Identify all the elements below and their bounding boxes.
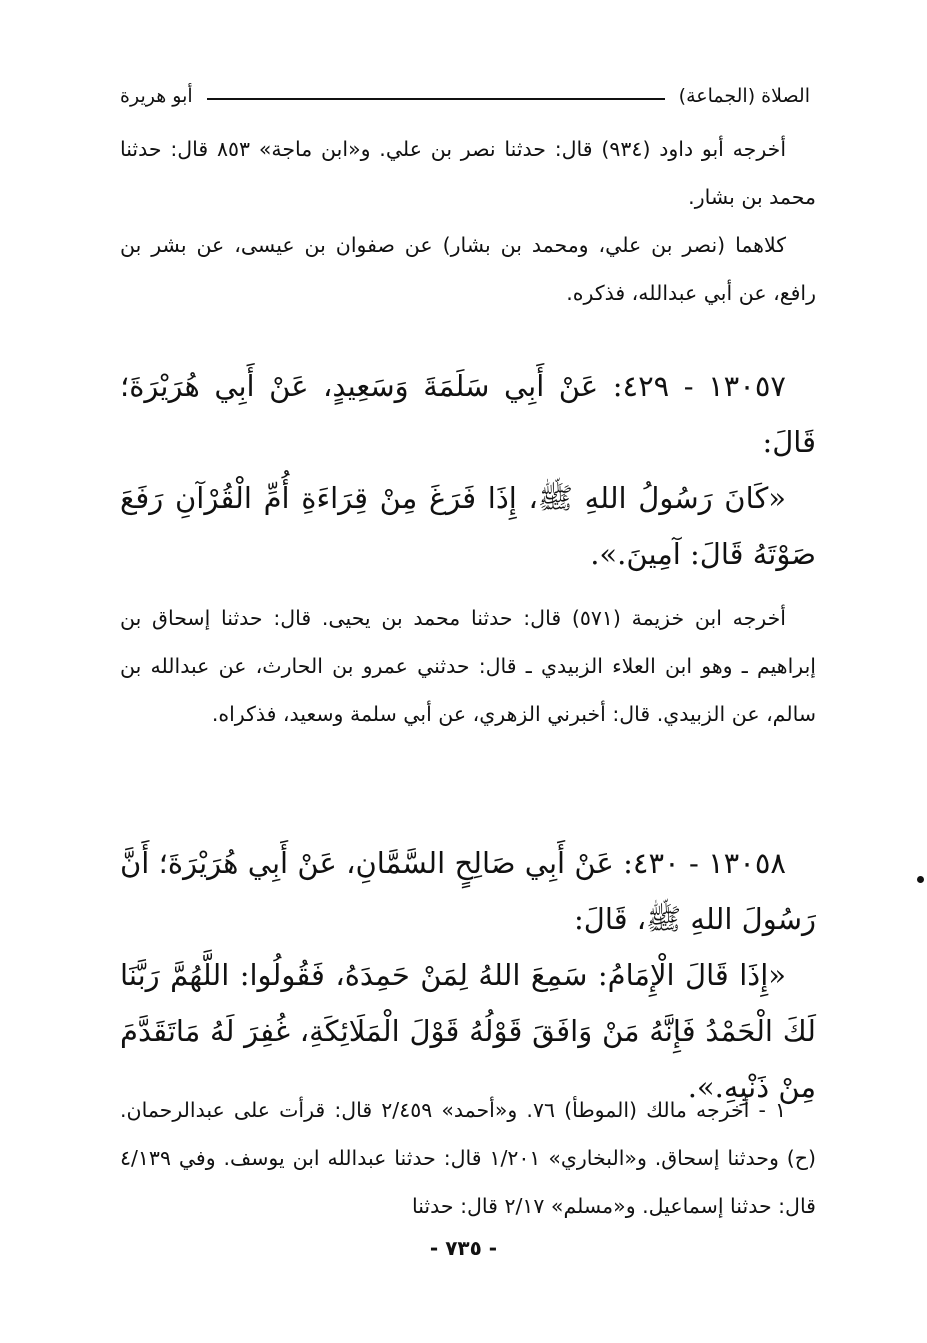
hadith-13058 [120, 835, 816, 1115]
header-narrator: أبو هريرة [120, 85, 193, 107]
note-paragraph: كلاهما (نصر بن علي، ومحمد بن بشار) عن صفوان بن عيسى، عن بشر بن رافع، عن أبي عبدالله، فذكره. [120, 233, 816, 305]
takhrij-note-1 [120, 125, 816, 317]
margin-dot [917, 876, 924, 883]
hadith-matn: «إِذَا قَالَ الْإِمَامُ: سَمِعَ اللهُ لِمَنْ حَمِدَهُ، فَقُولُوا: اللَّهُمَّ رَبَّنَا لَكَ الْحَمْدُ فَإِنَّهُ مَنْ وَافَقَ قَوْلُهُ قَوْلَ الْمَلَائِكَةِ، غُفِرَ لَهُ مَاتَقَدَّمَ مِنْ ذَنْبِهِ.». [120, 958, 816, 1104]
hadith-isnad: ١٣٠٥٧ - ٤٢٩: عَنْ أَبِي سَلَمَةَ وَسَعِيدٍ، عَنْ أَبِي هُرَيْرَةَ؛ قَالَ: [120, 369, 816, 459]
header-chapter-title: الصلاة (الجماعة) [678, 85, 810, 107]
hadith-13057 [120, 358, 816, 582]
header-rule [207, 98, 665, 100]
hadith-isnad: ١٣٠٥٨ - ٤٣٠: عَنْ أَبِي صَالِحٍ السَّمَّانِ، عَنْ أَبِي هُرَيْرَةَ؛ أَنَّ رَسُولَ اللهِ ﷺ، قَالَ: [120, 846, 816, 936]
note-paragraph: أخرجه ابن خزيمة (٥٧١) قال: حدثنا محمد بن يحيى. قال: حدثنا إسحاق بن إبراهيم ـ وهو ابن العلاء الزبيدي ـ قال: حدثني عمرو بن الحارث، عن عبدالله بن سالم، عن الزبيدي. قال: أخبرني الزهري، عن أبي سلمة وسعيد، فذكراه. [120, 606, 816, 726]
hadith-matn: «كَانَ رَسُولُ اللهِ ﷺ، إِذَا فَرَغَ مِنْ قِرَاءَةِ أُمِّ الْقُرْآنِ رَفَعَ صَوْتَهُ قَالَ: آمِينَ.». [120, 481, 816, 571]
note-paragraph: ١ - أخرجه مالك (الموطأ) ٧٦. و«أحمد» ٢/٤٥٩ قال: قرأت على عبدالرحمان. (ح) وحدثنا إسحاق. و«البخاري» ١/٢٠١ قال: حدثنا عبدالله ابن يوسف. وفي ٤/١٣٩ قال: حدثنا إسماعيل. و«مسلم» ٢/١٧ قال: حدثنا [120, 1098, 816, 1218]
note-paragraph: أخرجه أبو داود (٩٣٤) قال: حدثنا نصر بن علي. و«ابن ماجة» ٨٥٣ قال: حدثنا محمد بن بشار. [120, 137, 816, 209]
footnote-1 [120, 1086, 816, 1230]
running-header [120, 82, 810, 110]
takhrij-note-2 [120, 594, 816, 738]
page-number: - ٧٣٥ - [429, 1236, 498, 1260]
